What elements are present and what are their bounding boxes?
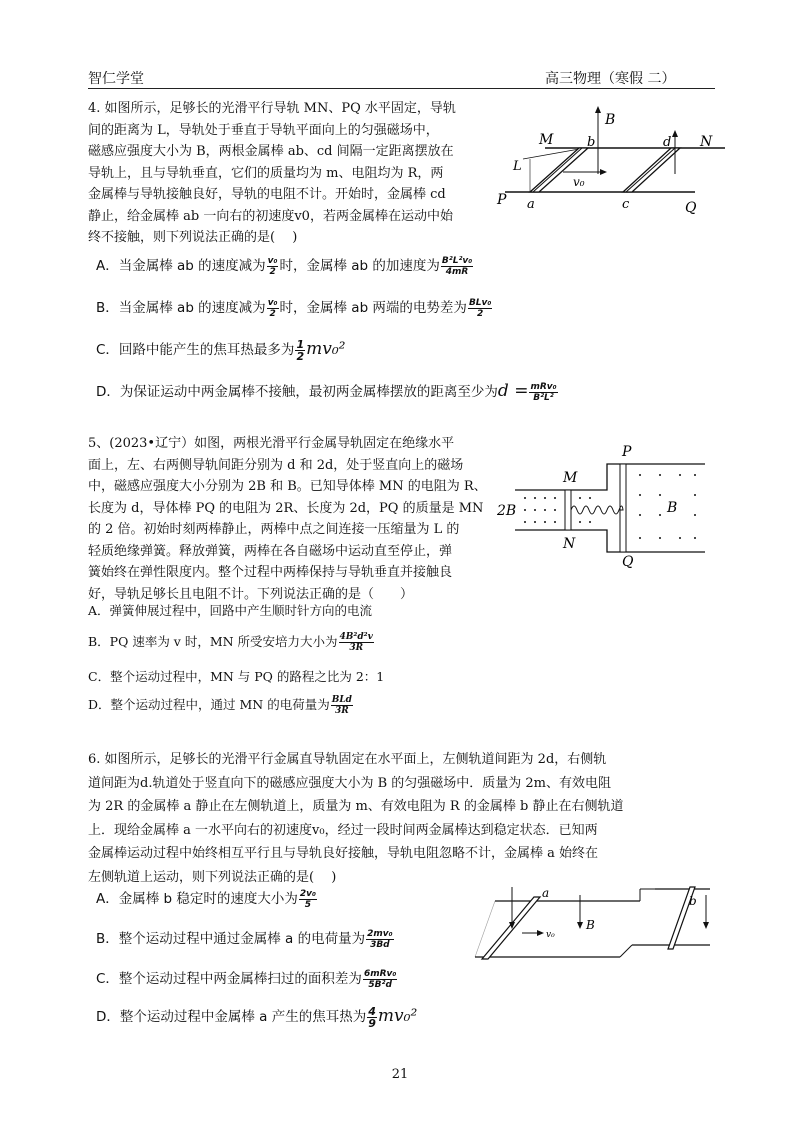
frac-num: 4B²d²v <box>339 632 373 642</box>
q5-option-d-pre: D．整个运动过程中，通过 MN 的电荷量为 <box>88 697 330 712</box>
q4-option-a-mid: 时，金属棒 ab 的加速度为 <box>279 258 440 274</box>
q4-line: 导轨上，且与导轨垂直，它们的质量均为 m、电阻均为 R，两 <box>88 165 444 181</box>
q4-option-d-var: d = <box>497 381 529 401</box>
q5-option-d-frac <box>331 695 353 716</box>
q6-option-c-pre: C．整个运动过程中两金属棒扫过的面积差为 <box>96 971 362 987</box>
q4-option-b-frac1 <box>267 298 279 319</box>
fig6-label-a: a <box>542 886 550 900</box>
fig4-label-b: b <box>587 135 596 150</box>
fig4-label-B: B <box>605 112 616 128</box>
q4-option-a-frac1 <box>267 256 279 277</box>
fig4-label-d: d <box>663 135 672 150</box>
q5-option-b-frac <box>339 632 374 653</box>
q4-option-b-pre: B．当金属棒 ab 的速度减为 <box>96 300 266 316</box>
frac-den: 2 <box>269 308 276 319</box>
frac-den: 3R <box>349 643 364 653</box>
q6-option-b-frac <box>366 929 393 950</box>
page-number: 21 <box>391 1067 409 1082</box>
q5-figure <box>495 440 710 570</box>
q6-line: 6. 如图所示，足够长的光滑平行金属直导轨固定在水平面上，左侧轨道间距为 2d，右侧轨 <box>88 752 607 767</box>
frac-num: mRv₀ <box>530 381 557 392</box>
q4-option-a-pre: A．当金属棒 ab 的速度减为 <box>96 258 266 274</box>
q6-line: 金属棒运动过程中始终相互平行且与导轨良好接触，导轨电阻忽略不计，金属棒 a 始终在 <box>88 846 599 861</box>
q4-option-c[interactable] <box>96 338 345 362</box>
frac-den: 5 <box>304 899 312 910</box>
q6-figure <box>470 885 715 965</box>
q4-option-b-frac2 <box>468 298 492 319</box>
q6-option-b[interactable] <box>96 927 395 950</box>
fig6-label-B: B <box>586 918 595 932</box>
q6-option-a-pre: A．金属棒 b 稳定时的速度大小为 <box>96 891 298 907</box>
q4-line: 静止，给金属棒 ab 一向右的初速度v0，若两金属棒在运动中始 <box>88 208 453 224</box>
frac-num: 6mRv₀ <box>363 968 397 979</box>
q6-option-c-frac <box>363 969 397 990</box>
fig4-label-Q: Q <box>685 200 697 216</box>
frac-den: 3R <box>334 706 349 716</box>
fig6-label-v0: v₀ <box>546 930 555 940</box>
fig4-label-L: L <box>513 159 522 174</box>
q4-option-d-pre: D．为保证运动中两金属棒不接触，最初两金属棒摆放的距离至少为 <box>96 384 498 400</box>
fig4-label-c: c <box>622 197 630 212</box>
frac-num: 4 <box>368 1004 376 1018</box>
q5-line: 面上，左、右两侧导轨间距分别为 d 和 2d，处于竖直向上的磁场 <box>88 457 464 473</box>
q6-line: 左侧轨道上运动，则下列说法正确的是( ) <box>88 869 337 885</box>
q5-line: 的 2 倍。初始时刻两棒静止，两棒中点之间连接一压缩量为 L 的 <box>88 522 460 537</box>
q4-option-c-post: mv₀² <box>306 339 346 359</box>
q4-line: 金属棒与导轨接触良好，导轨的电阻不计。开始时，金属棒 cd <box>88 187 446 202</box>
fig5-label-Q: Q <box>622 554 634 570</box>
q5-stem <box>88 433 487 605</box>
q5-option-b-pre: B．PQ 速率为 v 时，MN 所受安培力大小为 <box>88 634 338 649</box>
q5-line: 中，磁感应强度大小分别为 2B 和 B。已知导体棒 MN 的电阻为 R、 <box>88 479 487 494</box>
header-left: 智仁学堂 <box>88 71 144 87</box>
q5-line: 5、(2023•辽宁）如图，两根光滑平行金属导轨固定在绝缘水平 <box>88 436 455 451</box>
frac-num: v₀ <box>267 297 278 308</box>
fig4-label-v0: v₀ <box>573 175 585 189</box>
frac-num: 2mv₀ <box>367 928 393 939</box>
frac-num: 1 <box>296 337 305 351</box>
q6-option-d[interactable] <box>96 1005 417 1029</box>
q4-line: 终不接触，则下列说法正确的是( ) <box>88 230 298 245</box>
fig4-label-N: N <box>700 134 713 150</box>
frac-den: 4mR <box>445 266 469 277</box>
fig6-label-b: b <box>689 894 697 908</box>
q4-line: 磁感应强度大小为 B，两根金属棒 ab、cd 间隔一定距离摆放在 <box>88 144 454 159</box>
frac-num: v₀ <box>267 255 278 266</box>
q6-option-d-frac <box>367 1006 377 1029</box>
q4-stem <box>88 98 456 249</box>
q5-line: 长度为 d，导体棒 PQ 的电阻为 2R、长度为 2d，PQ 的质量是 MN <box>88 500 484 516</box>
q6-option-b-pre: B．整个运动过程中通过金属棒 a 的电荷量为 <box>96 931 366 947</box>
frac-den: 9 <box>368 1016 376 1030</box>
fig5-label-N: N <box>563 536 576 552</box>
header-rule <box>88 88 715 89</box>
q6-option-c[interactable] <box>96 967 398 990</box>
q5-option-c[interactable]: C．整个运动过程中，MN 与 PQ 的路程之比为 2：1 <box>88 669 385 684</box>
q6-line: 为 2R 的金属棒 a 静止在左侧轨道上，质量为 m、有效电阻为 R 的金属棒 b 静止在右侧轨道 <box>88 799 624 814</box>
q4-option-b[interactable] <box>96 296 493 319</box>
fig5-label-B: B <box>667 500 678 516</box>
q5-option-d[interactable] <box>88 695 354 716</box>
frac-num: 2v₀ <box>299 888 316 899</box>
q6-option-a-frac <box>299 889 317 910</box>
q4-option-b-mid: 时，金属棒 ab 两端的电势差为 <box>279 300 467 316</box>
q4-option-c-pre: C．回路中能产生的焦耳热最多为 <box>96 342 295 358</box>
q4-option-a[interactable] <box>96 254 474 277</box>
frac-den: B²L² <box>533 392 554 403</box>
frac-den: 5B²d <box>368 979 392 990</box>
q4-line: 间的距离为 L，导轨处于垂直于导轨平面向上的匀强磁场中， <box>88 122 439 138</box>
q5-option-a[interactable]: A．弹簧伸展过程中，回路中产生顺时针方向的电流 <box>88 603 373 618</box>
frac-num: BLd <box>331 695 352 705</box>
q4-line: 4. 如图所示，足够长的光滑平行导轨 MN、PQ 水平固定，导轨 <box>88 101 456 116</box>
q6-stem <box>88 748 623 889</box>
frac-den: 2 <box>296 349 305 363</box>
frac-den: 2 <box>269 266 276 277</box>
q6-line: 上．现给金属棒 a 一水平向右的初速度v₀，经过一段时间两金属棒达到稳定状态．已知两 <box>88 822 598 838</box>
q4-option-d[interactable] <box>96 380 559 403</box>
fig5-label-M: M <box>563 470 578 486</box>
q5-line: 好，导轨足够长且电阻不计。下列说法正确的是（ ） <box>88 586 414 602</box>
frac-num: BLv₀ <box>468 297 492 308</box>
fig4-label-a: a <box>527 197 535 212</box>
q4-figure <box>495 104 713 216</box>
q6-option-d-post: mv₀² <box>377 1006 418 1026</box>
q4-option-c-frac <box>295 339 305 362</box>
fig5-label-2B: 2B <box>497 503 517 519</box>
fig5-label-P: P <box>622 444 632 460</box>
q4-option-d-frac <box>529 382 557 403</box>
frac-num: B²L²v₀ <box>441 255 473 266</box>
q6-option-a[interactable] <box>96 887 318 910</box>
q6-option-d-pre: D．整个运动过程中金属棒 a 产生的焦耳热为 <box>96 1009 367 1025</box>
q6-line: 道间距为d.轨道处于竖直向下的磁感应强度大小为 B 的匀强磁场中．质量为 2m、有效电阻 <box>88 775 612 791</box>
q5-option-b[interactable] <box>88 632 375 653</box>
frac-den: 2 <box>477 308 484 319</box>
q5-line: 簧始终在弹性限度内。整个过程中两棒保持与导轨垂直并接触良 <box>88 565 453 580</box>
header-right: 高三物理（寒假 二） <box>545 71 676 87</box>
q4-option-a-frac2 <box>441 256 473 277</box>
fig4-label-P: P <box>497 192 507 208</box>
fig4-label-M: M <box>539 132 554 148</box>
frac-den: 3Bd <box>370 939 390 950</box>
q5-line: 轻质绝缘弹簧。释放弹簧，两棒在各自磁场中运动直至停止，弹 <box>88 543 453 559</box>
